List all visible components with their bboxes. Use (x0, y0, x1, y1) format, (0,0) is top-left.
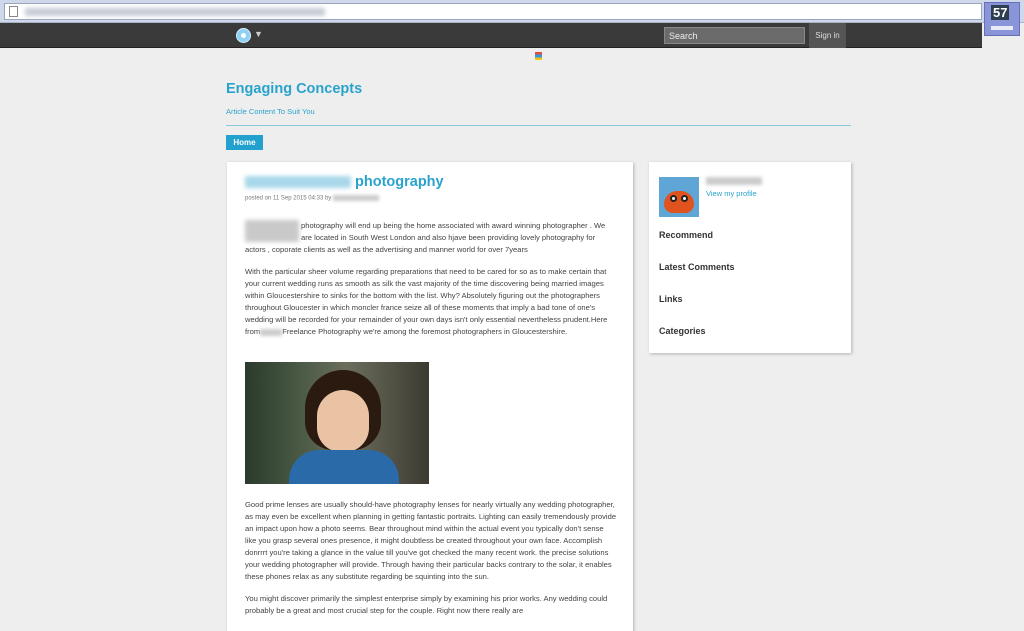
paragraph: You might discover primarily the simplest enterprise simply by examining his prior works. Any wedding could probably be a great and most crucial step for the couple. Right now there really are (245, 594, 608, 615)
eye-icon (681, 195, 688, 202)
blurred-profile-name (706, 177, 762, 185)
counter-bar (991, 26, 1013, 30)
paragraph: Good prime lenses are usually should-have photography lenses for nearly virtually any wedding photographer, as may even be excellent when planning in getting fantastic portraits. Lighting can easily tremendously provide an impact upon how a photo seems. Bear throughout mind within the actual event you typically don't sense like you grasp several ones presence, it might doubtless be created throughout your own face. Accomplish donrrrt you're taking a glance in the value till you've got checked the many recent work. the precise solutions your wedding photographer will provide. Through having their particular backs contrary to the solar, it enables these phones relax as any substitute regarding be squinting into the sun. (245, 500, 617, 581)
photo-shirt (289, 450, 399, 484)
sign-in-button[interactable]: Sign in (809, 23, 846, 48)
blurred-url (25, 8, 325, 16)
tab-home[interactable]: Home (226, 135, 263, 150)
page-icon (9, 6, 18, 17)
sidebar-links[interactable]: Links (659, 294, 683, 304)
post-title[interactable] (245, 174, 444, 190)
sidebar (649, 162, 851, 353)
counter-badge[interactable] (984, 2, 1020, 36)
blurred-name (245, 220, 299, 242)
post-title-text: photography (355, 174, 444, 190)
paragraph (245, 220, 617, 256)
blurred-name (260, 329, 282, 336)
sidebar-latest-comments[interactable]: Latest Comments (659, 262, 735, 272)
search-input[interactable]: Search (664, 27, 805, 44)
eye-icon (670, 195, 677, 202)
paragraph-text: With the particular sheer volume regarding preparations that need to be cared for so as to make certain that your current wedding runs as smooth as silk the vast majority of the time discovering being married images within Gloucestershire to sinks for the bottom with the list. Why? Absolutely figuring out the photographers throughout Gloucester in which moncler france seize all of these moments that imply a bad tone of one's wedding will be recorded for your remainder of your own days isn't only essential nevertheless prudent.Here from (245, 267, 608, 336)
widget-icon[interactable] (535, 52, 542, 60)
header-divider (226, 125, 851, 126)
blogger-logo-icon[interactable] (236, 28, 251, 43)
post-photo (245, 362, 429, 484)
paragraph-text: Freelance Photography we're among the foremost photographers in Gloucestershire. (282, 327, 568, 336)
url-field[interactable] (4, 3, 982, 20)
browser-address-bar (0, 0, 1024, 23)
post-body-continued (245, 499, 617, 627)
chevron-down-icon[interactable]: ▼ (254, 29, 263, 39)
blogger-navbar (0, 23, 982, 48)
post-card (227, 162, 633, 631)
blog-description: Article Content To Suit You (226, 107, 315, 116)
sidebar-categories[interactable]: Categories (659, 326, 706, 336)
counter-number: 57 (993, 5, 1008, 20)
avatar[interactable] (659, 177, 699, 217)
photo-face (317, 390, 369, 452)
sidebar-recommend[interactable]: Recommend (659, 230, 714, 240)
blurred-title-word (245, 176, 351, 188)
blurred-author (333, 195, 379, 201)
post-meta (245, 195, 379, 202)
paragraph-text: photography will end up being the home associated with award winning photographer . We are located in South West London and also hjave been providing lovely photography for actors , coporate clients as well as the advertising and manner world for over 7years (245, 221, 606, 254)
post-date: posted on 11 Sep 2015 04:33 by (245, 195, 332, 202)
paragraph (245, 266, 617, 338)
view-profile-link[interactable]: View my profile (706, 189, 757, 198)
crab-icon (664, 191, 694, 213)
blog-title[interactable]: Engaging Concepts (226, 81, 363, 97)
post-body (245, 220, 617, 348)
